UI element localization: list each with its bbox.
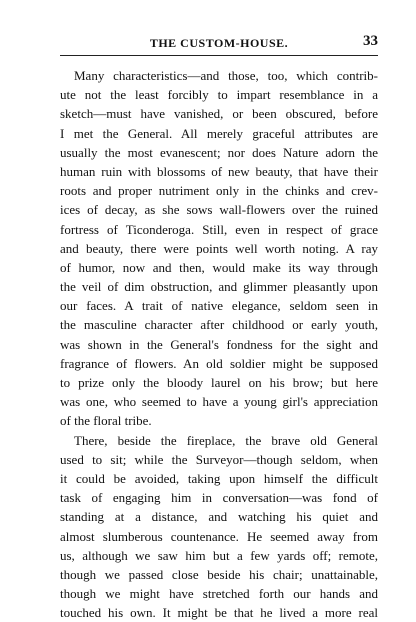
- text-line: ute not the least forcibly to impart resemblance in a: [60, 87, 378, 103]
- text-line: though we passed close beside his chair; unattainable,: [60, 566, 378, 582]
- text-line: of the floral tribe.: [60, 413, 152, 429]
- text-line: ices of decay, as she sows wall-flowers over the ruined: [60, 202, 378, 218]
- text-line: task of engaging him in conversation—was fond of: [60, 490, 378, 506]
- text-line: and beauty, there were points well worth noting. A ray: [60, 240, 378, 256]
- text-line: roots and proper nutriment only in the chinks and crev-: [60, 183, 378, 199]
- text-line: almost slumberous countenance. He seemed away from: [60, 528, 378, 544]
- text-line: Many characteristics—and those, too, which contrib-: [74, 68, 378, 83]
- text-line: fragrance of flowers. An old soldier might be supposed: [60, 355, 378, 371]
- text-line: the veil of dim obstruction, and glimmer pleasantly upon: [60, 279, 378, 295]
- text-line: human ruin with blossoms of new beauty, that have their: [60, 163, 378, 179]
- text-line: the masculine character after childhood or early youth,: [60, 317, 378, 333]
- text-line: standing at a distance, and watching his quiet and: [60, 509, 378, 525]
- running-title: THE CUSTOM-HOUSE.: [149, 36, 289, 50]
- text-line: used to sit; while the Surveyor—though seldom, when: [60, 451, 378, 467]
- text-line: fortress of Ticonderoga. Still, even in respect of grace: [60, 221, 378, 237]
- text-line: our faces. A trait of native elegance, seldom seen in: [60, 298, 378, 314]
- text-line: was shown in the General's fondness for the sight and: [60, 336, 378, 352]
- text-line: though we might have stretched forth our hands and: [60, 586, 378, 602]
- text-line: to prize only the bloody laurel on his brow; but here: [60, 375, 378, 390]
- running-head: [60, 34, 378, 54]
- text-line: There, beside the fireplace, the brave old General: [74, 432, 378, 448]
- paragraph: [60, 66, 378, 431]
- text-line: of humor, now and then, would make its way through: [60, 259, 378, 275]
- paragraph: [60, 431, 378, 622]
- text-line: was one, who seemed to have a young girl's appreciation: [60, 394, 378, 410]
- text-line: us, although we saw him but a few yards off; remote,: [60, 547, 378, 563]
- text-line: it could be avoided, taking upon himself the difficult: [60, 470, 378, 486]
- text-line: usually the most evanescent; nor does Nature adorn the: [60, 144, 378, 160]
- text-line: I met the General. All merely graceful attributes are: [60, 125, 378, 141]
- text-line: touched his own. It might be that he lived a more real: [60, 605, 378, 621]
- text-line: sketch—must have vanished, or been obscured, before: [60, 106, 378, 122]
- body-text: [60, 66, 378, 622]
- page-number: 33: [363, 33, 378, 49]
- header-rule: [60, 55, 378, 56]
